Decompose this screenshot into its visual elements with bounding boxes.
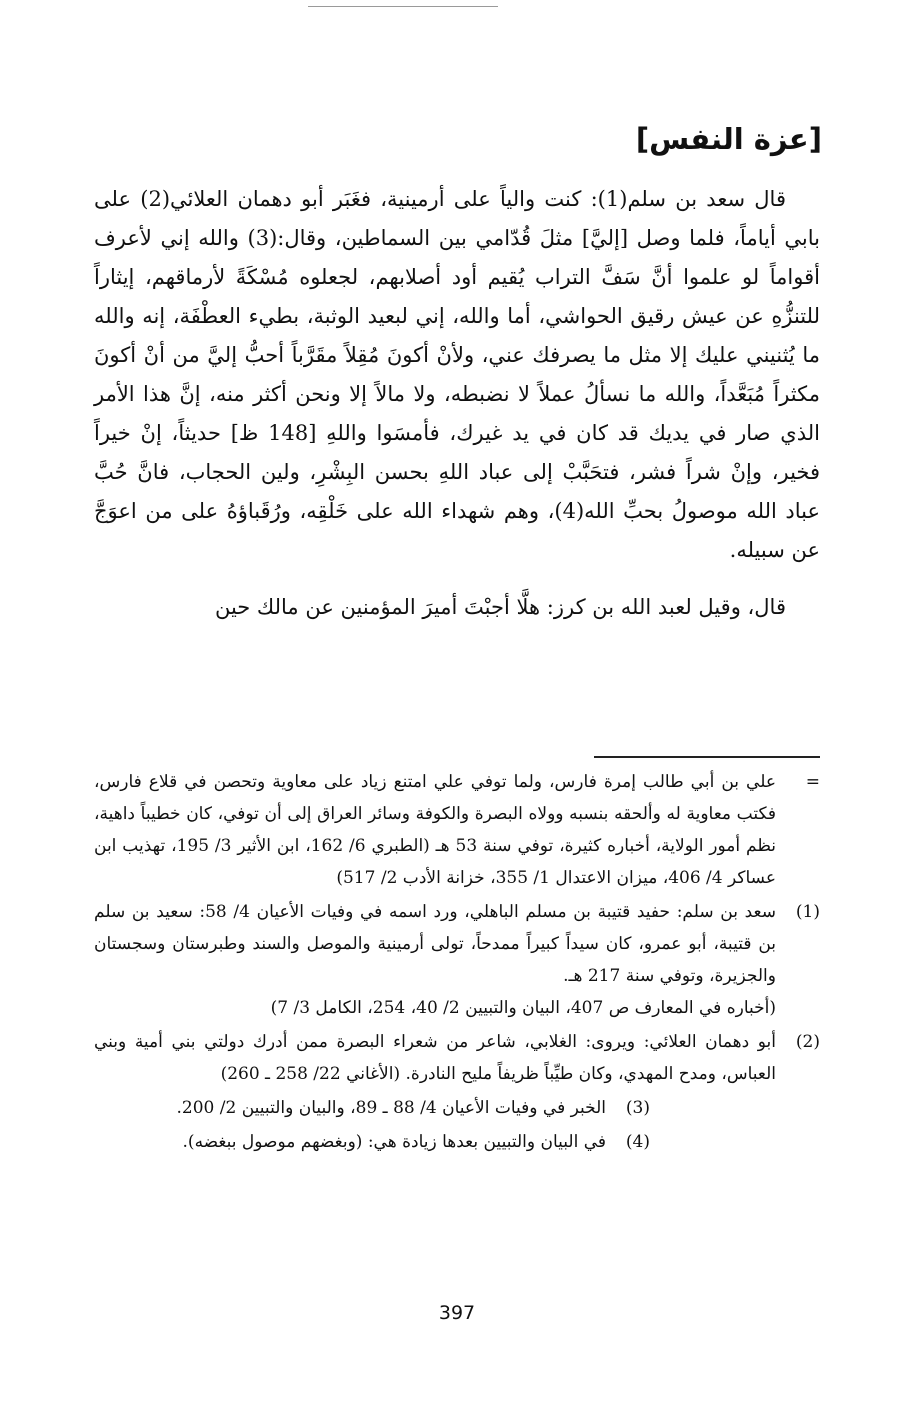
paragraph-1: قال سعد بن سلم(1): كنت والياً على أرمينية، فغَبَر أبو دهمان العلائي(2) على بابي أياماً، فلما وصل [إليَّ] مثلَ قُدّامي بين السماطين، وقال:(3) والله إني لأعرف أقواماً لو علموا أنَّ سَفَّ التراب يُقيم أود أصلابهم، لجعلوه مُسْكَةً لأرماقهم، إيثاراً للتنزُّهِ عن عيش رقيق الحواشي، أما والله، إني لبعيد الوثبة، بطيء العطْفَة، إنه والله ما يُثنيني عليك إلا مثل ما يصرفك عني، ولأنْ أكونَ مُقِلاً مقَرَّباً أحبُّ إليَّ من أنْ أكونَ مكثراً مُبَعَّداً، والله ما نسألُ عملاً لا نضبطه، ولا مالاً إلا ونحن أكثر منه، إنَّ هذا الأمر الذي صار في يديك قد كان في يد غيرك، فأمسَوا واللهِ [148 ظ] حديثاً، إنْ خيراً فخير، وإنْ شراً فشر، فتحَبَّبْ إلى عباد اللهِ بحسن البِشْرِ، ولين الحجاب، فانَّ حُبَّ عباد الله موصولُ بحبِّ الله(4)، وهم شهداء الله على خَلْقِه، ورُقَباؤهُ على من اعوَجَّ عن سبيله. <box>94 187 820 562</box>
footnote-divider <box>594 756 820 758</box>
main-text <box>94 180 820 627</box>
footnote-mark: (1) <box>795 902 820 922</box>
footnote-text: علي بن أبي طالب إمرة فارس، ولما توفي علي امتنع زياد على معاوية وتحصن في قلاع فارس، فكتب معاوية له وألحقه بنسبه وولاه البصرة والكوفة وسائر العراق إلى أن توفي، كان خطيباً داهية، نظم أمور الولاية، أخباره كثيرة، توفي سنة 53 هـ (الطبري 6/ 162، ابن الأثير 3/ 195، تهذيب ابن عساكر 4/ 406، ميزان الاعتدال 1/ 355، خزانة الأدب 2/ 517) <box>94 772 777 888</box>
footnote-text: الخبر في وفيات الأعيان 4/ 88 ـ 89، والبيان والتبيين 2/ 200. <box>176 1098 606 1118</box>
footnote-4 <box>94 1126 820 1158</box>
page-number: 397 <box>438 1302 476 1324</box>
footnote-text: سعد بن سلم: حفيد قتيبة بن مسلم الباهلي، ورد اسمه في وفيات الأعيان 4/ 58: سعيد بن سلم بن قتيبة، أبو عمرو، كان سيداً كبيراً ممدحاً، تولى أرمينية والموصل والسند وطبرستان وسجستان والجزيرة، وتوفي سنة 217 هـ. <box>94 902 777 986</box>
footnote-1 <box>94 896 820 1024</box>
footnote-text: في البيان والتبيين بعدها زيادة هي: (وبغضهم موصول ببغضه). <box>182 1132 606 1152</box>
footnote-text: أبو دهمان العلائي: ويروى: الغلابي، شاعر من شعراء البصرة ممن أدرك دولتي بني أمية وبني العباس، ومدح المهدي، وكان طيِّباً ظريفاً مليح النادرة. (الأغاني 22/ 258 ـ 260) <box>94 1032 776 1084</box>
footnotes <box>94 766 820 1160</box>
footnote-mark: (4) <box>625 1132 650 1152</box>
footnote-2 <box>94 1026 820 1090</box>
footnote-mark: = <box>805 772 820 792</box>
footnote-mark: (3) <box>625 1098 650 1118</box>
footnote-text: (أخباره في المعارف ص 407، البيان والتبيين 2/ 40، 254، الكامل 3/ 7) <box>270 998 776 1018</box>
section-heading: [عزة النفس] <box>635 122 822 156</box>
top-divider <box>308 6 498 7</box>
footnote-3 <box>94 1092 820 1124</box>
footnote-continued <box>94 766 820 894</box>
footnote-mark: (2) <box>795 1032 820 1052</box>
paragraph-2: قال، وقيل لعبد الله بن كرز: هلَّا أجبْتَ أميرَ المؤمنين عن مالك حين <box>214 595 786 619</box>
